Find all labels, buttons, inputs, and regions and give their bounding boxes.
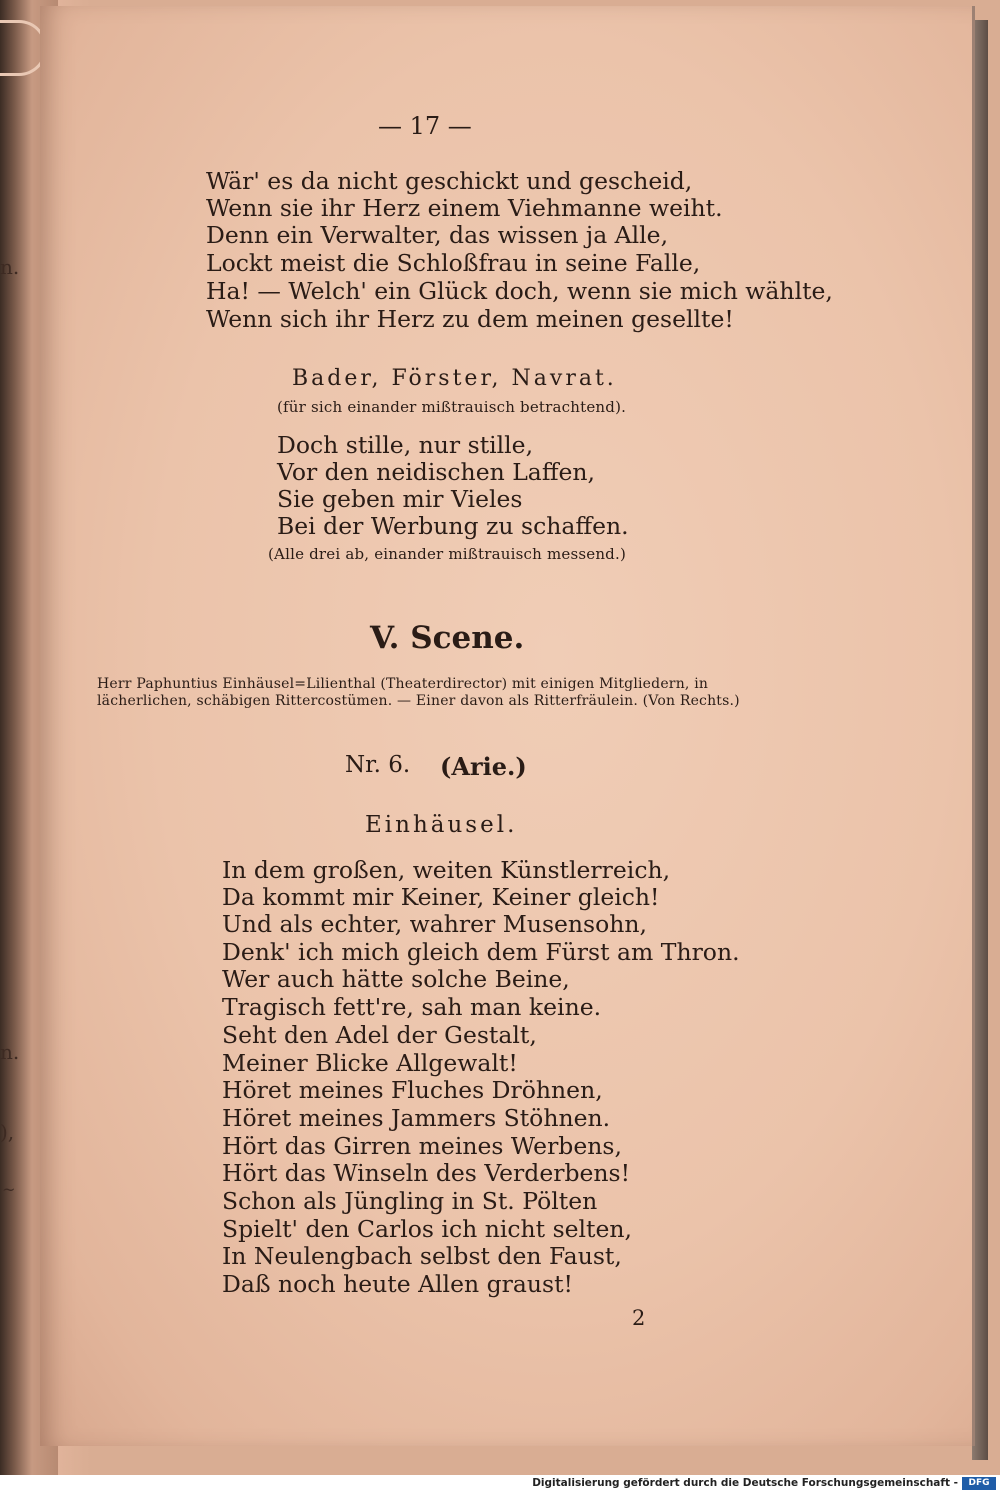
verse-line: Ha! — Welch' ein Glück doch, wenn sie mich wählte,	[206, 277, 833, 305]
facing-page-fragment: ),	[0, 1120, 15, 1144]
verse-line: Doch stille, nur stille,	[277, 431, 534, 459]
verse-line: Sie geben mir Vieles	[277, 485, 523, 513]
facing-page-fragment: n.	[0, 255, 20, 279]
verse-line: Tragisch fett're, sah man keine.	[222, 993, 602, 1021]
character-names: Bader, Förster, Navrat.	[292, 366, 617, 391]
stage-direction: (für sich einander mißtrauisch betrachtend).	[277, 398, 627, 416]
funding-credit: Digitalisierung gefördert durch die Deutsche Forschungsgemeinschaft -	[532, 1477, 958, 1489]
verse-line: Schon als Jüngling in St. Pölten	[222, 1187, 598, 1215]
verse-line: Höret meines Fluches Dröhnen,	[222, 1076, 603, 1104]
verse-line: Spielt' den Carlos ich nicht selten,	[222, 1215, 633, 1243]
footer-bar	[0, 1475, 1000, 1495]
verse-line: Daß noch heute Allen graust!	[222, 1270, 573, 1298]
verse-line: In Neulengbach selbst den Faust,	[222, 1242, 622, 1270]
verse-line: Vor den neidischen Laffen,	[277, 458, 596, 486]
verse-line: Seht den Adel der Gestalt,	[222, 1021, 537, 1049]
verse-line: Denn ein Verwalter, das wissen ja Alle,	[206, 221, 669, 249]
facing-page-fragment: ~	[2, 1180, 16, 1199]
verse-line: Wer auch hätte solche Beine,	[222, 965, 570, 993]
facing-page-fragment: n.	[0, 1040, 20, 1064]
number-label: Nr. 6.	[345, 752, 411, 778]
scene-description: Herr Paphuntius Einhäusel=Lilienthal (Theaterdirector) mit einigen Mitgliedern, in	[97, 676, 709, 692]
verse-line: In dem großen, weiten Künstlerreich,	[222, 856, 671, 884]
number-type: (Arie.)	[440, 752, 527, 781]
verse-line: Meiner Blicke Allgewalt!	[222, 1049, 518, 1077]
verse-line: Wenn sie ihr Herz einem Viehmanne weiht.	[206, 194, 723, 222]
verse-line: Lockt meist die Schloßfrau in seine Falle,	[206, 249, 701, 277]
verse-line: Wär' es da nicht geschickt und gescheid,	[206, 167, 693, 195]
verse-line: Da kommt mir Keiner, Keiner gleich!	[222, 883, 660, 911]
verse-line: Hört das Winseln des Verderbens!	[222, 1159, 631, 1187]
stage-direction: (Alle drei ab, einander mißtrauisch messend.)	[268, 545, 626, 563]
dfg-logo: DFG	[962, 1477, 996, 1490]
verse-line: Höret meines Jammers Stöhnen.	[222, 1104, 611, 1132]
verse-line: Hört das Girren meines Werbens,	[222, 1132, 622, 1160]
scene-description: lächerlichen, schäbigen Rittercostümen. — Einer davon als Ritterfräulein. (Von Rechts.)	[97, 693, 740, 709]
verse-line: Denk' ich mich gleich dem Fürst am Thron.	[222, 938, 740, 966]
page-number: — 17 —	[378, 112, 472, 140]
verse-line: Und als echter, wahrer Musensohn,	[222, 910, 648, 938]
signature-mark: 2	[632, 1306, 646, 1330]
scene-title: V. Scene.	[370, 620, 525, 656]
singer-name: Einhäusel.	[365, 812, 518, 838]
verse-line: Bei der Werbung zu schaffen.	[277, 512, 629, 540]
verse-line: Wenn sich ihr Herz zu dem meinen gesellte!	[206, 305, 734, 333]
